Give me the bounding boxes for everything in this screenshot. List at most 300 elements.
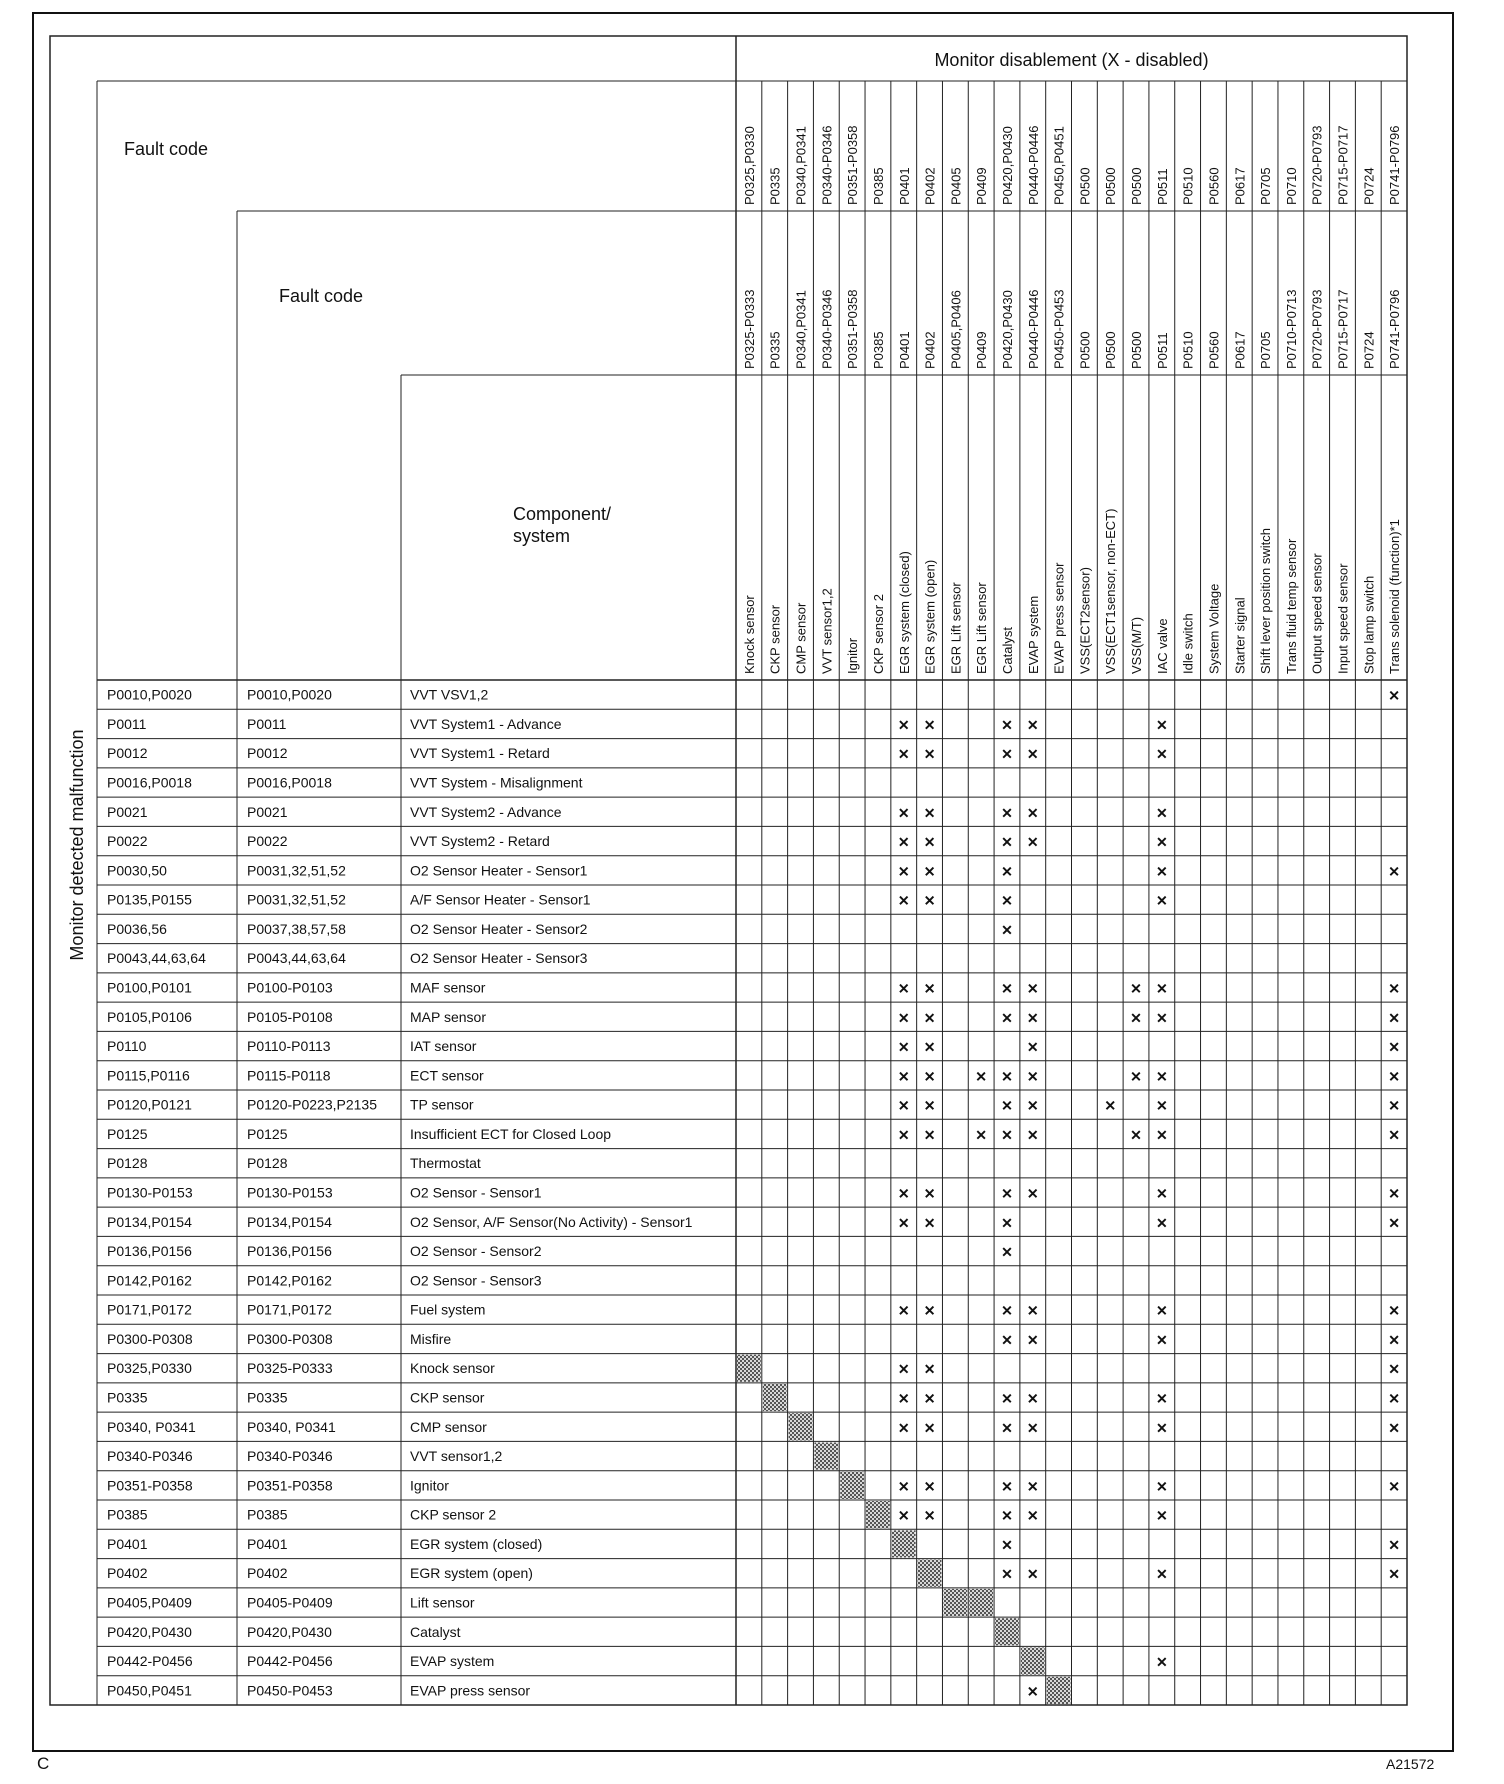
row-fault-code-2: P0136,P0156 [247,1243,332,1260]
disabled-mark: ✕ [975,1126,988,1143]
column-code2-18: P0560 [1206,331,1222,369]
disabled-mark: ✕ [1388,1331,1400,1348]
disabled-mark: ✕ [1155,1390,1168,1407]
disabled-mark: ✕ [1130,980,1142,997]
disabled-mark: ✕ [923,1361,936,1378]
row-fault-code-2: P0401 [247,1535,288,1552]
disabled-mark: ✕ [897,1507,910,1524]
row-fault-code-2: P0031,32,51,52 [247,891,346,908]
disabled-mark: ✕ [1388,1536,1400,1553]
column-code1-11: P0440-P0446 [1025,125,1041,205]
disabled-mark: ✕ [1026,1039,1039,1056]
self-monitor-shaded-cell [840,1472,864,1499]
disabled-mark: ✕ [897,892,910,909]
row-component: O2 Sensor Heater - Sensor3 [410,950,588,967]
row-fault-code-1: P0011 [107,715,147,732]
column-name-21: Trans fluid temp sensor [1283,538,1299,674]
column-code2-19: P0617 [1232,331,1248,369]
disabled-mark: ✕ [897,1185,910,1202]
row-component: Misfire [410,1330,452,1347]
column-code2-10: P0420,P0430 [999,290,1015,369]
row-component: Ignitor [410,1477,449,1494]
row-fault-code-2: P0115-P0118 [247,1067,331,1084]
disabled-mark: ✕ [923,1302,936,1319]
disabled-mark: ✕ [1155,863,1168,880]
disabled-mark: ✕ [1155,1068,1168,1085]
column-code1-9: P0409 [974,167,990,205]
row-fault-code-1: P0030,50 [107,862,167,879]
row-fault-code-1: P0135,P0155 [107,891,192,908]
disabled-mark: ✕ [1155,1566,1168,1583]
disabled-mark: ✕ [897,1097,910,1114]
disabled-mark: ✕ [1155,1331,1168,1348]
disabled-mark: ✕ [897,716,910,733]
column-name-12: EVAP press sensor [1051,562,1067,674]
row-fault-code-2: P0134,P0154 [247,1213,332,1230]
side-label-monitor-detected: Monitor detected malfunction [67,729,87,961]
column-code1-25: P0741-P0796 [1387,125,1403,205]
column-name-17: Idle switch [1180,613,1196,674]
disabled-mark: ✕ [1388,1185,1400,1202]
disabled-mark: ✕ [923,834,936,851]
self-monitor-shaded-cell [969,1589,993,1616]
column-code1-21: P0710 [1283,167,1299,205]
row-fault-code-2: P0450-P0453 [247,1682,333,1699]
disabled-mark: ✕ [1001,892,1013,909]
column-code2-6: P0401 [896,331,912,369]
disabled-mark: ✕ [1001,1214,1013,1231]
disabled-mark: ✕ [1001,1536,1013,1553]
column-name-24: Stop lamp switch [1361,575,1377,674]
disabled-mark: ✕ [923,1068,936,1085]
row-fault-code-1: P0171,P0172 [107,1301,192,1318]
disabled-mark: ✕ [1388,1214,1400,1231]
column-code2-11: P0440-P0446 [1025,289,1041,369]
disabled-mark: ✕ [1155,1654,1168,1671]
fault-code-header-2: Fault code [279,286,364,306]
disabled-mark: ✕ [1388,980,1400,997]
disabled-mark: ✕ [1388,1068,1400,1085]
row-component: O2 Sensor, A/F Sensor(No Activity) - Sensor1 [410,1213,693,1230]
row-component: O2 Sensor Heater - Sensor2 [410,920,588,937]
row-fault-code-1: P0022 [107,833,148,850]
disabled-mark: ✕ [1001,1068,1013,1085]
row-fault-code-2: P0011 [247,715,287,732]
row-component: CKP sensor [410,1389,485,1406]
row-component: VVT System - Misalignment [410,774,583,791]
self-monitor-shaded-cell [995,1618,1019,1645]
row-component: EVAP press sensor [410,1682,531,1699]
disabled-mark: ✕ [1026,1331,1039,1348]
row-component: TP sensor [410,1096,474,1113]
row-component: CMP sensor [410,1418,487,1435]
row-component: EGR system (open) [410,1565,533,1582]
row-component: MAF sensor [410,979,486,996]
column-code1-14: P0500 [1103,167,1119,205]
row-component: VVT System1 - Retard [410,745,550,762]
column-code1-5: P0385 [870,167,886,205]
row-fault-code-1: P0115,P0116 [107,1067,190,1084]
column-code1-24: P0724 [1361,167,1377,205]
disabled-mark: ✕ [1026,834,1039,851]
column-code1-20: P0705 [1258,167,1274,205]
row-fault-code-1: P0385 [107,1506,148,1523]
row-fault-code-2: P0335 [247,1389,288,1406]
disabled-mark: ✕ [1001,1390,1013,1407]
self-monitor-shaded-cell [943,1589,967,1616]
row-fault-code-2: P0351-P0358 [247,1477,333,1494]
row-component: VVT sensor1,2 [410,1448,503,1465]
column-code2-12: P0450-P0453 [1051,289,1067,369]
disabled-mark: ✕ [1026,804,1039,821]
row-fault-code-1: P0120,P0121 [107,1096,192,1113]
disabled-mark: ✕ [923,1185,936,1202]
disabled-mark: ✕ [1130,1126,1142,1143]
row-fault-code-1: P0110 [107,1038,147,1055]
disabled-mark: ✕ [923,980,936,997]
row-fault-code-2: P0022 [247,833,288,850]
disabled-mark: ✕ [1388,1097,1400,1114]
disabled-mark: ✕ [923,1390,936,1407]
row-component: VVT VSV1,2 [410,686,489,703]
disabled-mark: ✕ [1026,1683,1039,1700]
disabled-mark: ✕ [1026,746,1039,763]
row-component: Fuel system [410,1301,486,1318]
disabled-mark: ✕ [897,1361,910,1378]
row-component: MAP sensor [410,1008,486,1025]
column-code1-2: P0340,P0341 [793,126,809,205]
column-code2-4: P0351-P0358 [845,289,861,369]
column-code2-2: P0340,P0341 [793,290,809,369]
disabled-mark: ✕ [1001,834,1013,851]
column-code2-3: P0340-P0346 [819,289,835,369]
disabled-mark: ✕ [1026,1390,1039,1407]
disabled-mark: ✕ [897,1419,910,1436]
row-component: EVAP system [410,1653,495,1670]
column-code1-13: P0500 [1077,167,1093,205]
column-code1-7: P0402 [922,167,938,205]
column-code2-21: P0710-P0713 [1283,289,1299,369]
disabled-mark: ✕ [923,716,936,733]
disabled-mark: ✕ [1388,1009,1400,1026]
row-fault-code-2: P0402 [247,1565,288,1582]
disabled-mark: ✕ [1001,716,1013,733]
row-fault-code-2: P0120-P0223,P2135 [247,1096,377,1113]
row-component: EGR system (closed) [410,1535,543,1552]
column-name-0: Knock sensor [741,595,757,674]
column-name-16: IAC valve [1154,618,1170,674]
disabled-mark: ✕ [1388,1039,1400,1056]
row-fault-code-1: P0130-P0153 [107,1184,193,1201]
row-component: VVT System2 - Advance [410,803,562,820]
row-component: A/F Sensor Heater - Sensor1 [410,891,591,908]
disabled-mark: ✕ [923,746,936,763]
disabled-mark: ✕ [1155,1009,1168,1026]
self-monitor-shaded-cell [866,1501,890,1528]
disabled-mark: ✕ [1388,1419,1400,1436]
disabled-mark: ✕ [1026,1126,1039,1143]
column-name-4: Ignitor [845,637,861,674]
disabled-mark: ✕ [897,1302,910,1319]
disabled-mark: ✕ [1026,1566,1039,1583]
row-fault-code-2: P0171,P0172 [247,1301,332,1318]
row-fault-code-1: P0012 [107,745,148,762]
column-name-18: System Voltage [1206,583,1222,674]
column-name-3: VVT sensor1,2 [819,588,835,674]
disabled-mark: ✕ [1026,1185,1039,1202]
row-fault-code-1: P0405,P0409 [107,1594,192,1611]
disabled-mark: ✕ [897,1039,910,1056]
row-fault-code-1: P0325,P0330 [107,1360,192,1377]
column-code2-1: P0335 [767,331,783,369]
disabled-mark: ✕ [1001,1507,1013,1524]
row-fault-code-1: P0100,P0101 [107,979,192,996]
disabled-mark: ✕ [1026,1009,1039,1026]
column-code1-15: P0500 [1129,167,1145,205]
column-code1-1: P0335 [767,167,783,205]
disabled-mark: ✕ [1130,1009,1142,1026]
disabled-mark: ✕ [1155,980,1168,997]
row-fault-code-1: P0401 [107,1535,148,1552]
column-code2-13: P0500 [1077,331,1093,369]
disabled-mark: ✕ [1001,1419,1013,1436]
row-fault-code-1: P0036,56 [107,920,167,937]
row-fault-code-2: P0420,P0430 [247,1623,332,1640]
disabled-mark: ✕ [897,863,910,880]
row-fault-code-1: P0142,P0162 [107,1272,192,1289]
row-fault-code-1: P0010,P0020 [107,686,192,703]
disabled-mark: ✕ [897,804,910,821]
row-fault-code-1: P0402 [107,1565,148,1582]
disabled-mark: ✕ [923,1126,936,1143]
row-fault-code-1: P0043,44,63,64 [107,950,206,967]
row-fault-code-1: P0016,P0018 [107,774,192,791]
row-component: Knock sensor [410,1360,495,1377]
column-name-1: CKP sensor [767,604,783,674]
disabled-mark: ✕ [923,892,936,909]
row-fault-code-2: P0300-P0308 [247,1330,333,1347]
disabled-mark: ✕ [1155,1302,1168,1319]
column-code2-5: P0385 [870,331,886,369]
disabled-mark: ✕ [1001,1478,1013,1495]
row-fault-code-2: P0043,44,63,64 [247,950,346,967]
row-component: CKP sensor 2 [410,1506,497,1523]
row-fault-code-2: P0340-P0346 [247,1448,333,1465]
disabled-mark: ✕ [923,1009,936,1026]
disabled-mark: ✕ [1001,1009,1013,1026]
disabled-mark: ✕ [897,1009,910,1026]
row-fault-code-2: P0442-P0456 [247,1653,333,1670]
column-code2-9: P0409 [974,331,990,369]
column-code2-23: P0715-P0717 [1335,289,1351,369]
row-fault-code-2: P0385 [247,1506,288,1523]
disabled-mark: ✕ [1026,1302,1039,1319]
row-fault-code-1: P0125 [107,1125,148,1142]
disabled-mark: ✕ [1001,1126,1013,1143]
column-code2-16: P0511 [1154,332,1170,369]
row-fault-code-2: P0405-P0409 [247,1594,333,1611]
column-code1-0: P0325,P0330 [741,126,757,205]
column-code2-22: P0720-P0793 [1309,289,1325,369]
disabled-mark: ✕ [1130,1068,1142,1085]
disabled-mark: ✕ [923,1507,936,1524]
row-component: O2 Sensor - Sensor3 [410,1272,542,1289]
column-name-11: EVAP system [1025,595,1041,674]
disabled-mark: ✕ [1388,1126,1400,1143]
column-name-19: Starter signal [1232,597,1248,674]
column-code1-18: P0560 [1206,167,1222,205]
disabled-mark: ✕ [923,1097,936,1114]
row-fault-code-2: P0021 [247,803,288,820]
disabled-mark: ✕ [897,746,910,763]
disabled-mark: ✕ [1155,1097,1168,1114]
row-component: ECT sensor [410,1067,484,1084]
disabled-mark: ✕ [897,1478,910,1495]
disabled-mark: ✕ [1155,1419,1168,1436]
row-component: IAT sensor [410,1038,477,1055]
column-code1-17: P0510 [1180,167,1196,205]
monitor-disablement-header: Monitor disablement (X - disabled) [934,50,1209,70]
disabled-mark: ✕ [1026,980,1039,997]
figure-id-label: A21572 [1386,1756,1435,1772]
disabled-mark: ✕ [1001,863,1013,880]
self-monitor-shaded-cell [892,1530,916,1557]
row-component: O2 Sensor - Sensor1 [410,1184,542,1201]
column-code1-22: P0720-P0793 [1309,125,1325,205]
row-fault-code-2: P0130-P0153 [247,1184,333,1201]
disabled-mark: ✕ [897,1068,910,1085]
row-fault-code-2: P0100-P0103 [247,979,333,996]
row-component: Insufficient ECT for Closed Loop [410,1125,612,1142]
row-fault-code-1: P0335 [107,1389,148,1406]
row-fault-code-1: P0105,P0106 [107,1008,192,1025]
column-code1-12: P0450,P0451 [1051,126,1067,205]
column-code1-19: P0617 [1232,167,1248,205]
row-fault-code-1: P0340, P0341 [107,1418,196,1435]
disabled-mark: ✕ [1001,1302,1013,1319]
row-component: Thermostat [410,1155,481,1172]
disabled-mark: ✕ [1026,716,1039,733]
row-fault-code-1: P0300-P0308 [107,1330,193,1347]
row-fault-code-1: P0351-P0358 [107,1477,193,1494]
self-monitor-shaded-cell [918,1560,942,1587]
disabled-mark: ✕ [1388,1361,1400,1378]
row-fault-code-2: P0016,P0018 [247,774,332,791]
disabled-mark: ✕ [1155,1214,1168,1231]
column-name-10: Catalyst [999,627,1015,674]
column-code1-8: P0405 [948,167,964,205]
disabled-mark: ✕ [1388,1566,1400,1583]
disabled-mark: ✕ [897,980,910,997]
disabled-mark: ✕ [1104,1097,1117,1114]
disabled-mark: ✕ [1001,1097,1013,1114]
column-name-20: Shift lever position switch [1258,528,1274,674]
row-component: O2 Sensor Heater - Sensor1 [410,862,588,879]
column-name-22: Output speed sensor [1309,553,1325,674]
row-component: Catalyst [410,1623,461,1640]
row-fault-code-2: P0037,38,57,58 [247,920,346,937]
column-code2-0: P0325-P0333 [741,289,757,369]
row-fault-code-1: P0442-P0456 [107,1653,193,1670]
row-fault-code-2: P0142,P0162 [247,1272,332,1289]
row-fault-code-2: P0012 [247,745,288,762]
disabled-mark: ✕ [1155,1507,1168,1524]
column-name-5: CKP sensor 2 [870,594,886,674]
column-code2-14: P0500 [1103,331,1119,369]
disabled-mark: ✕ [1026,1478,1039,1495]
disabled-mark: ✕ [923,804,936,821]
column-name-2: CMP sensor [793,602,809,674]
disabled-mark: ✕ [1155,1126,1168,1143]
self-monitor-shaded-cell [789,1413,813,1440]
self-monitor-shaded-cell [763,1384,787,1411]
disabled-mark: ✕ [1001,1185,1013,1202]
disabled-mark: ✕ [1001,1566,1013,1583]
disabled-mark: ✕ [923,1039,936,1056]
row-fault-code-2: P0340, P0341 [247,1418,336,1435]
disabled-mark: ✕ [1026,1507,1039,1524]
disabled-mark: ✕ [1026,1068,1039,1085]
disabled-mark: ✕ [1388,1478,1400,1495]
disabled-mark: ✕ [923,1419,936,1436]
disabled-mark: ✕ [1155,1478,1168,1495]
column-code2-24: P0724 [1361,331,1377,369]
disabled-mark: ✕ [1388,687,1400,704]
self-monitor-shaded-cell [1021,1647,1045,1674]
row-fault-code-2: P0325-P0333 [247,1360,333,1377]
column-name-14: VSS(ECT1sensor, non-ECT) [1103,508,1119,674]
column-code1-16: P0511 [1154,168,1170,205]
row-fault-code-2: P0105-P0108 [247,1008,333,1025]
disabled-mark: ✕ [897,834,910,851]
disabled-mark: ✕ [1001,921,1013,938]
self-monitor-shaded-cell [814,1442,838,1469]
row-fault-code-1: P0021 [107,803,148,820]
row-fault-code-1: P0420,P0430 [107,1623,192,1640]
row-fault-code-2: P0128 [247,1155,288,1172]
fault-code-header-1: Fault code [124,139,209,159]
disabled-mark: ✕ [1026,1419,1039,1436]
disabled-mark: ✕ [1155,804,1168,821]
disabled-mark: ✕ [1026,1097,1039,1114]
row-fault-code-2: P0110-P0113 [247,1038,331,1055]
self-monitor-shaded-cell [737,1355,761,1382]
component-system-header: Component/ [513,504,612,524]
row-fault-code-1: P0136,P0156 [107,1243,192,1260]
disabled-mark: ✕ [1001,746,1013,763]
column-name-9: EGR Lift sensor [974,582,990,674]
disabled-mark: ✕ [1155,716,1168,733]
column-name-15: VSS(M/T) [1129,616,1145,674]
disabled-mark: ✕ [1155,892,1168,909]
row-fault-code-1: P0134,P0154 [107,1213,192,1230]
disabled-mark: ✕ [897,1390,910,1407]
column-code1-10: P0420,P0430 [999,126,1015,205]
column-code2-17: P0510 [1180,331,1196,369]
column-name-25: Trans solenoid (function)*1 [1387,519,1403,674]
column-name-7: EGR system (open) [922,559,938,674]
disabled-mark: ✕ [923,863,936,880]
column-code1-4: P0351-P0358 [845,125,861,205]
disabled-mark: ✕ [923,1214,936,1231]
row-fault-code-2: P0125 [247,1125,288,1142]
row-fault-code-2: P0010,P0020 [247,686,332,703]
column-code1-6: P0401 [896,167,912,205]
column-code1-23: P0715-P0717 [1335,125,1351,205]
self-monitor-shaded-cell [1047,1677,1071,1704]
column-name-13: VSS(ECT2sensor) [1077,567,1093,674]
column-code2-25: P0741-P0796 [1387,289,1403,369]
